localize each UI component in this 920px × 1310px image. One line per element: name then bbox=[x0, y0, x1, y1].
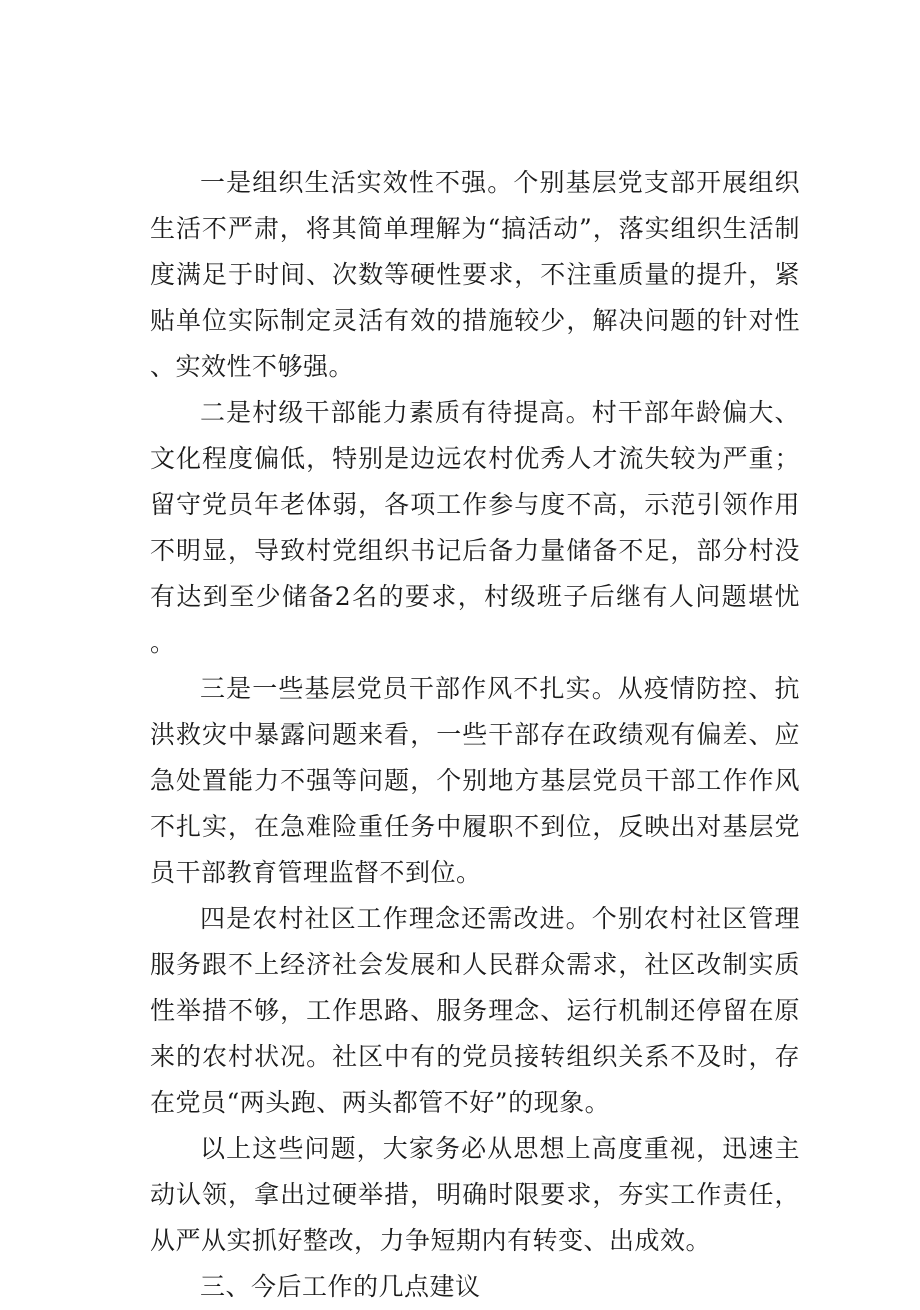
paragraph-village-cadres: 二是村级干部能力素质有待提高。村干部年龄偏大、文化程度偏低，特别是边远农村优秀人才流失较为严重；留守党员年老体弱，各项工作参与度不高，示范引领作用不明显，导致村党组织书记后备力量储备不足，部分村没有达到至少储备2名的要求，村级班子后继有人问题堪忧。 bbox=[150, 398, 800, 657]
paragraph-community-work: 四是农村社区工作理念还需改进。个别农村社区管理服务跟不上经济社会发展和人民群众需求，社区改制实质性举措不够，工作思路、服务理念、运行机制还停留在原来的农村状况。社区中有的党员接转组织关系不及时，存在党员“两头跑、两头都管不好”的现象。 bbox=[150, 904, 800, 1117]
document-body bbox=[150, 160, 800, 1310]
paragraph-organizational-life: 一是组织生活实效性不强。个别基层党支部开展组织生活不严肃，将其简单理解为“搞活动”，落实组织生活制度满足于时间、次数等硬性要求，不注重质量的提升，紧贴单位实际制定灵活有效的措施较少，解决问题的针对性、实效性不够强。 bbox=[150, 168, 800, 381]
section-heading: 三、今后工作的几点建议 bbox=[200, 1272, 481, 1301]
paragraph-work-style: 三是一些基层党员干部作风不扎实。从疫情防控、抗洪救灾中暴露问题来看，一些干部存在政绩观有偏差、应急处置能力不强等问题，个别地方基层党员干部工作作风不扎实，在急难险重任务中履职不到位，反映出对基层党员干部教育管理监督不到位。 bbox=[150, 674, 800, 887]
paragraph-rectification: 以上这些问题，大家务必从思想上高度重视，迅速主动认领，拿出过硬举措，明确时限要求，夯实工作责任，从严从实抓好整改，力争短期内有转变、出成效。 bbox=[150, 1134, 800, 1255]
